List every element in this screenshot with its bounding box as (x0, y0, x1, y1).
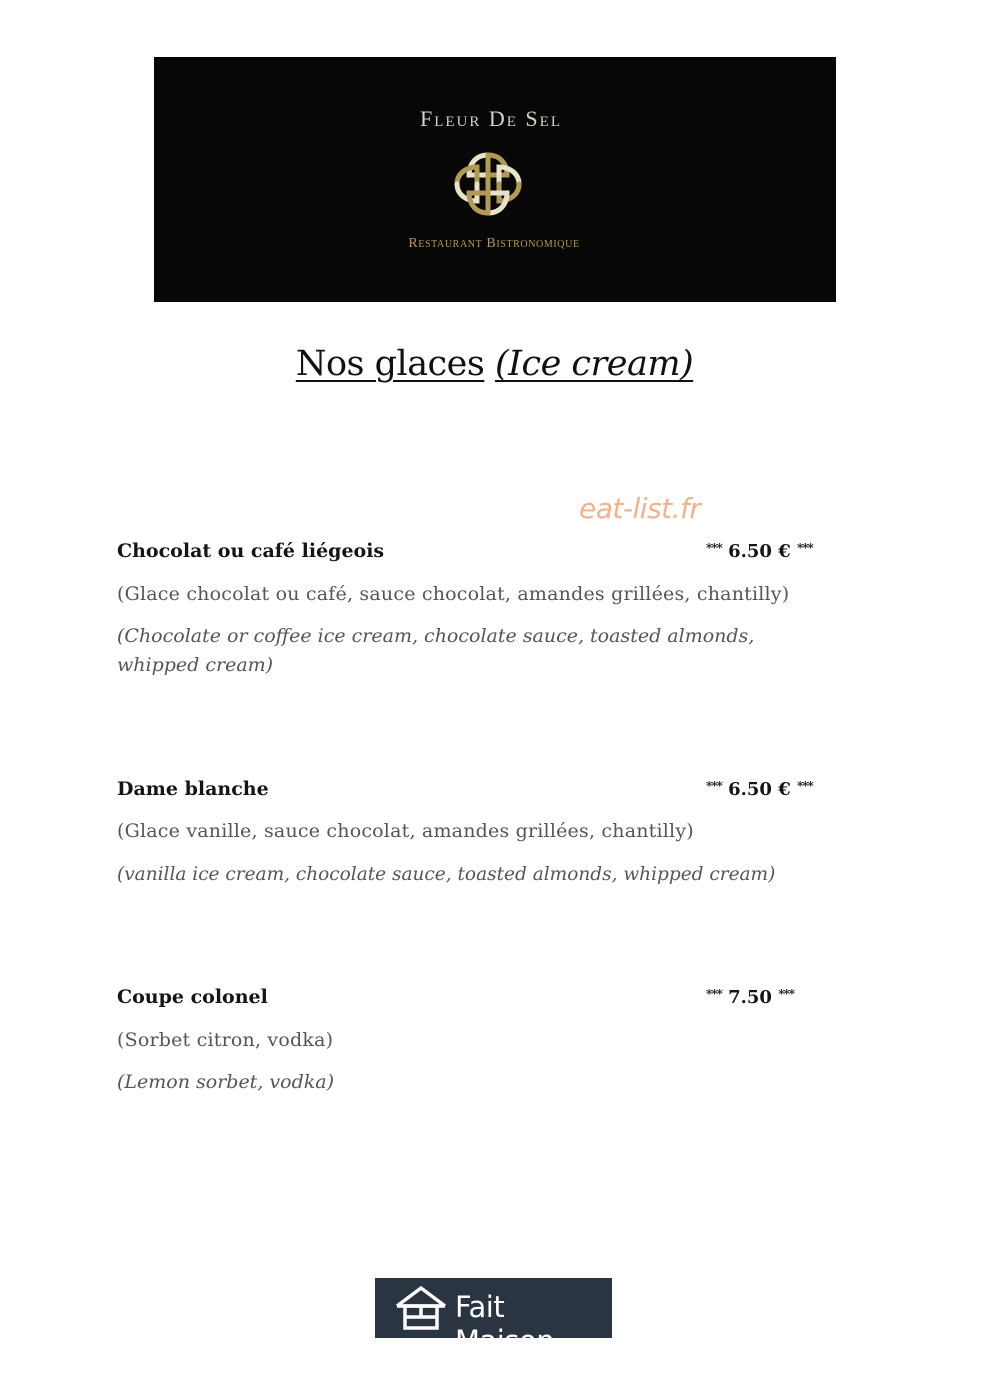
badge-label: Fait Maison (455, 1290, 555, 1358)
menu-item-name: Dame blanche (117, 778, 269, 800)
price-stars-left: *** (706, 987, 722, 1001)
menu-item-desc-fr: (Sorbet citron, vodka) (117, 1029, 334, 1051)
brand-name: Fleur De Sel (419, 106, 562, 131)
menu-item-price (706, 987, 794, 1008)
menu-item-desc-fr: (Glace vanille, sauce chocolat, amandes grillées, chantilly) (117, 820, 694, 842)
title-fr: Nos glaces (295, 344, 485, 384)
menu-item-price (706, 779, 813, 800)
price-value: 7.50 (721, 987, 779, 1008)
menu-item-desc-fr: (Glace chocolat ou café, sauce chocolat, amandes grillées, chantilly) (117, 583, 790, 605)
watermark-text: eat-list.fr (579, 492, 701, 525)
price-stars-left: *** (706, 779, 722, 793)
price-stars-left: *** (706, 541, 722, 555)
price-stars-right: *** (778, 987, 795, 1001)
menu-item-desc-en: (Chocolate or coffee ice cream, chocolate sauce, toasted almonds, whipped cream) (117, 625, 755, 676)
price-stars-right: *** (797, 541, 813, 555)
menu-item-desc-en: (Lemon sorbet, vodka) (117, 1071, 334, 1093)
price-value: 6.50 € (721, 779, 797, 800)
brand-tagline: Restaurant Bistronomique (408, 236, 580, 251)
price-value: 6.50 € (721, 541, 797, 562)
house-icon (395, 1284, 447, 1332)
title-en: (Ice cream) (494, 344, 694, 384)
page-title (0, 344, 989, 384)
menu-item-name: Coupe colonel (117, 986, 268, 1008)
menu-item-desc-en: (vanilla ice cream, chocolate sauce, toasted almonds, whipped cream) (117, 864, 776, 885)
menu-item-name: Chocolat ou café liégeois (117, 540, 385, 562)
price-stars-right: *** (797, 779, 813, 793)
fait-maison-badge (375, 1278, 612, 1358)
fleur-logo-icon (451, 149, 525, 219)
menu-item-price (706, 541, 813, 562)
